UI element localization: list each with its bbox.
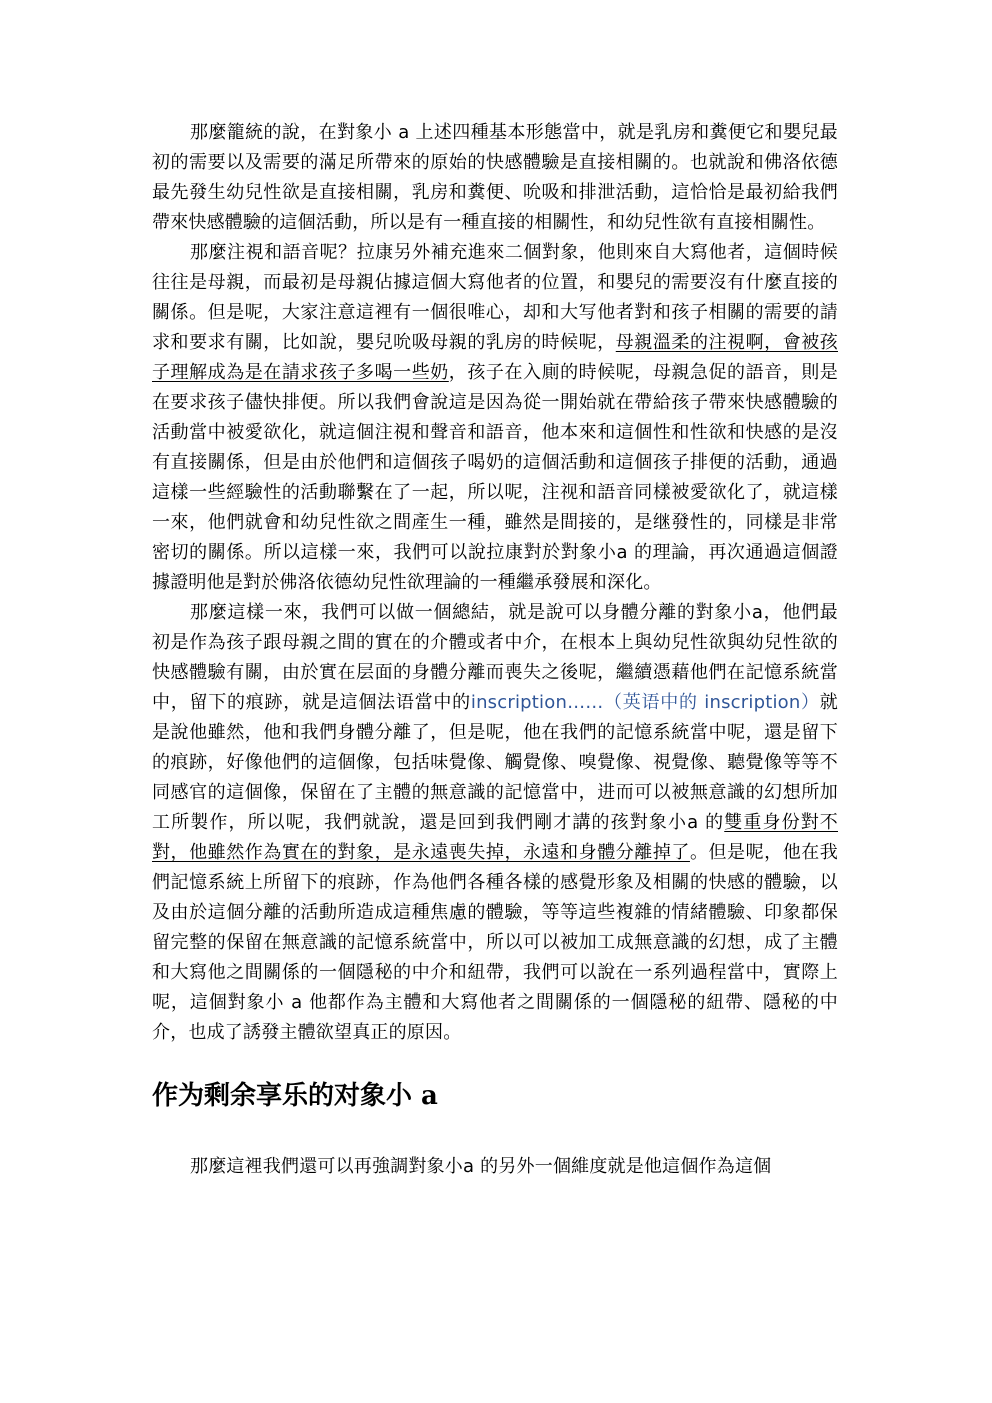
paragraph-4-text: 那麼這裡我們還可以再強調對象小a 的另外一個維度就是他這個作為這個: [190, 1156, 772, 1177]
underlined-phrase-double-identity: 雙重身份對不對，他雖然作為實在的對象，是永遠喪失掉，永遠和身體分離掉了: [152, 812, 838, 863]
inscription-term: inscription……（英语中的 inscription）: [470, 692, 820, 713]
paragraph-2: [152, 238, 838, 598]
paragraph-1: [152, 118, 838, 238]
paragraph-3: [152, 598, 838, 1048]
paragraph-2-text-b: ，孩子在入廁的時候呢，母親急促的語音，則是在要求孩子儘快排便。所以我們會說這是因為從一開始就在帶給孩子帶來快感體驗的活動當中被愛欲化，就這個注視和聲音和語音，他本來和這個性和性欲和快感的是沒有直接關係，但是由於他們和這個孩子喝奶的這個活動和這個孩子排便的活動，通過這樣一些經驗性的活動聯繫在了一起，所以呢，注视和語音同樣被愛欲化了，就這樣一來，他們就會和幼兒性欲之間產生一種，雖然是間接的，是继發性的，同樣是非常密切的關係。所以這樣一來，我們可以說拉康對於對象小a 的理論，再次通過這個證據證明他是對於佛洛依德幼兒性欲理論的一種繼承發展和深化。: [152, 362, 838, 593]
paragraph-3-text-b: 就是說他雖然，他和我們身體分離了，但是呢，他在我們的記憶系統當中呢，還是留下的痕跡，好像他們的這個像，包括味覺像、觸覺像、嗅覺像、視覺像、聽覺像等等不同感官的這個像，保留在了主體的無意識的記憶當中，进而可以被無意識的幻想所加工所製作，所以呢，我們就說，還是回到我們剛才講的孩對象小a 的: [152, 692, 838, 833]
section-heading: 作为剩余享乐的对象小 a: [152, 1081, 438, 1111]
paragraph-4: [152, 1152, 838, 1182]
paragraph-3-text-c: 。但是呢，他在我們記憶系統上所留下的痕跡，作為他們各種各樣的感覺形象及相關的快感的體驗，以及由於這個分離的活動所造成這種焦慮的體驗，等等這些複雜的情緒體驗、印象都保留完整的保留在無意識的記憶系統當中，所以可以被加工成無意識的幻想，成了主體和大寫他之間關係的一個隱秘的中介和紐帶，我們可以說在一系列過程當中，實際上呢，這個對象小 a 他都作為主體和大寫他者之間關係的一個隱秘的紐帶、隱秘的中介，也成了誘發主體欲望真正的原因。: [152, 842, 839, 1043]
document-body: [152, 118, 838, 1182]
underlined-phrase-gaze: 母親溫柔的注視啊，會被孩子理解成為是在請求孩子多喝一些奶: [152, 332, 838, 383]
paragraph-2-text-a: 那麼注視和語音呢？拉康另外補充進來二個對象，他則來自大寫他者，這個時候往往是母親，而最初是母親佔據這個大寫他者的位置，和嬰兒的需要沒有什麼直接的關係。但是呢，大家注意這裡有一個很唯心，却和大写他者對和孩子相關的需要的請求和要求有關，比如說，嬰兒吮吸母親的乳房的時候呢，: [152, 242, 838, 353]
paragraph-1-text: 那麼籠統的說，在對象小 a 上述四種基本形態當中，就是乳房和糞便它和嬰兒最初的需要以及需要的滿足所帶來的原始的快感體驗是直接相關的。也就說和佛洛依德最先發生幼兒性欲是直接相關，乳房和糞便、吮吸和排泄活動，這恰恰是最初給我們帶來快感體驗的這個活動，所以是有一種直接的相關性，和幼兒性欲有直接相關性。: [152, 122, 838, 233]
paragraph-3-text-a: 那麼這樣一來，我們可以做一個總結，就是說可以身體分離的對象小a，他們最初是作為孩子跟母親之間的實在的介體或者中介，在根本上與幼兒性欲與幼兒性欲的快感體驗有關，由於實在层面的身體分離而喪失之後呢，繼續憑藉他們在記憶系統當中，留下的痕跡，就是這個法语當中的: [152, 602, 838, 713]
